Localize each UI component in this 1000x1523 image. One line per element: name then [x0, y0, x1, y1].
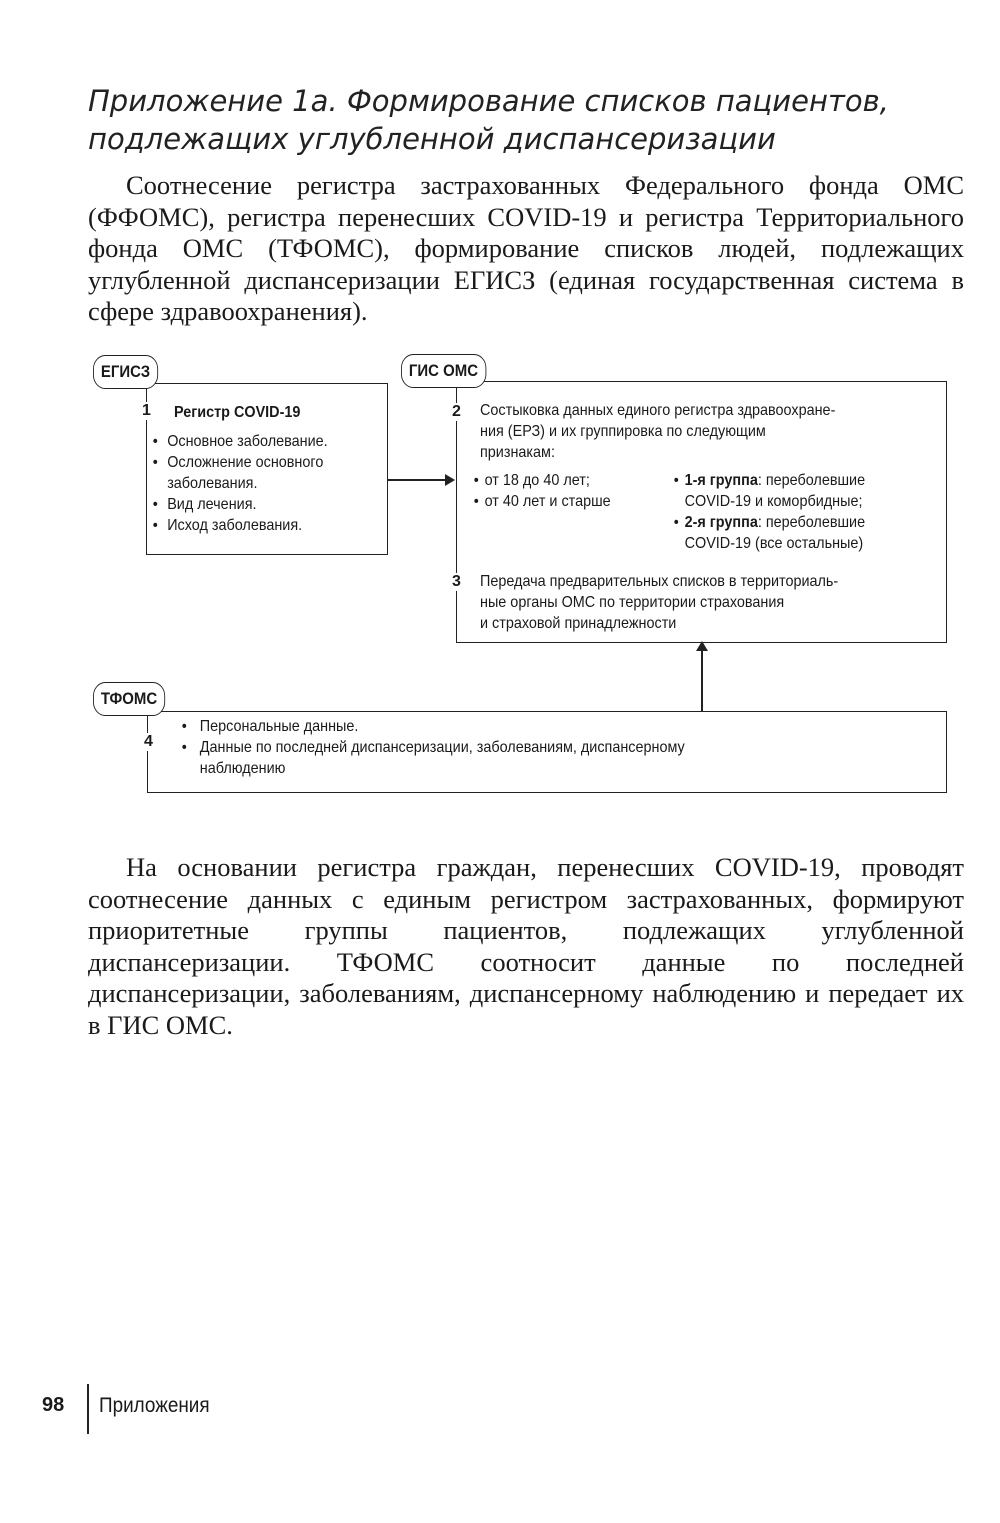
list-item-continuation: наблюдению [199, 760, 286, 777]
tfoms-list [180, 716, 685, 779]
covid-registry-heading: Регистр COVID-19 [174, 404, 301, 421]
step-number-4: 4 [144, 733, 153, 750]
title-line-2: подлежащих углубленной диспансеризации [88, 122, 776, 156]
arrowhead-up-icon [696, 641, 708, 651]
intro-paragraph-text: Соотнесение регистра застрахованных Федерального фонда ОМС (ФФОМС), регистра перенесших COVID-19 и регистра Территориального фонда ОМС (ТФОМС), формирование списков людей, подлежащих углубленной диспансеризации ЕГИСЗ (единая государственная система в сфере здравоохранения). [88, 170, 964, 326]
group-1-continuation: COVID-19 и коморбидные; [684, 493, 863, 510]
tfoms-box [147, 711, 947, 793]
footer-divider [87, 1384, 89, 1434]
egisz-box [146, 383, 388, 555]
age-list [472, 470, 611, 512]
list-item: • Основное заболевание. [151, 431, 328, 452]
group-2-item: • 2-я группа: переболевшие [672, 512, 865, 533]
arrow-tfoms-to-gis [701, 650, 703, 711]
section-label: Приложения [99, 1394, 210, 1417]
list-item: • Исход заболевания. [151, 515, 328, 536]
intro-paragraph [88, 170, 964, 328]
group-2-continuation: COVID-19 (все остальные) [684, 535, 864, 552]
list-item: • от 18 до 40 лет; [472, 470, 611, 491]
title-line-1: Приложение 1а. Формирование списков пациентов, [88, 84, 889, 118]
tfoms-tag: ТФОМС [93, 682, 165, 716]
list-item: • Осложнение основного [151, 452, 328, 473]
step3-text: Передача предварительных списков в территориаль- ные органы ОМС по территории страхования и страховой принадлежности [480, 573, 839, 632]
gis-oms-tag: ГИС ОМС [401, 354, 486, 388]
group-1-item: • 1-я группа: переболевшие [672, 470, 865, 491]
list-item: • от 40 лет и старше [472, 491, 611, 512]
summary-paragraph [88, 852, 964, 1041]
list-item-continuation: заболевания. [167, 475, 258, 492]
arrowhead-right-icon [445, 474, 455, 486]
step2-text: Состыковка данных единого регистра здравоохране- ния (ЕРЗ) и их группировка по следующим признакам: [480, 402, 836, 461]
step-number-2: 2 [452, 403, 461, 420]
list-item: • Персональные данные. [180, 716, 685, 737]
page-number: 98 [42, 1394, 65, 1416]
page-title [88, 82, 968, 158]
covid-registry-list [151, 431, 328, 536]
list-item: • Данные по последней диспансеризации, заболеваниям, диспансерному [180, 737, 685, 758]
step-number-3: 3 [452, 573, 461, 590]
step-number-1: 1 [142, 402, 151, 419]
summary-paragraph-text: На основании регистра граждан, перенесших COVID-19, проводят соотнесение данных с единым регистром застрахованных, формируют приоритетные группы пациентов, подлежащих углубленной диспансеризации. ТФОМС соотносит данные по последней диспансеризации, заболеваниям, диспансерному наблюдению и передает их в ГИС ОМС. [88, 852, 964, 1040]
gis-oms-box [456, 381, 947, 643]
list-item: • Вид лечения. [151, 494, 328, 515]
egisz-tag: ЕГИСЗ [93, 355, 158, 389]
arrow-egisz-to-gis [387, 479, 447, 481]
group-list [672, 470, 865, 554]
